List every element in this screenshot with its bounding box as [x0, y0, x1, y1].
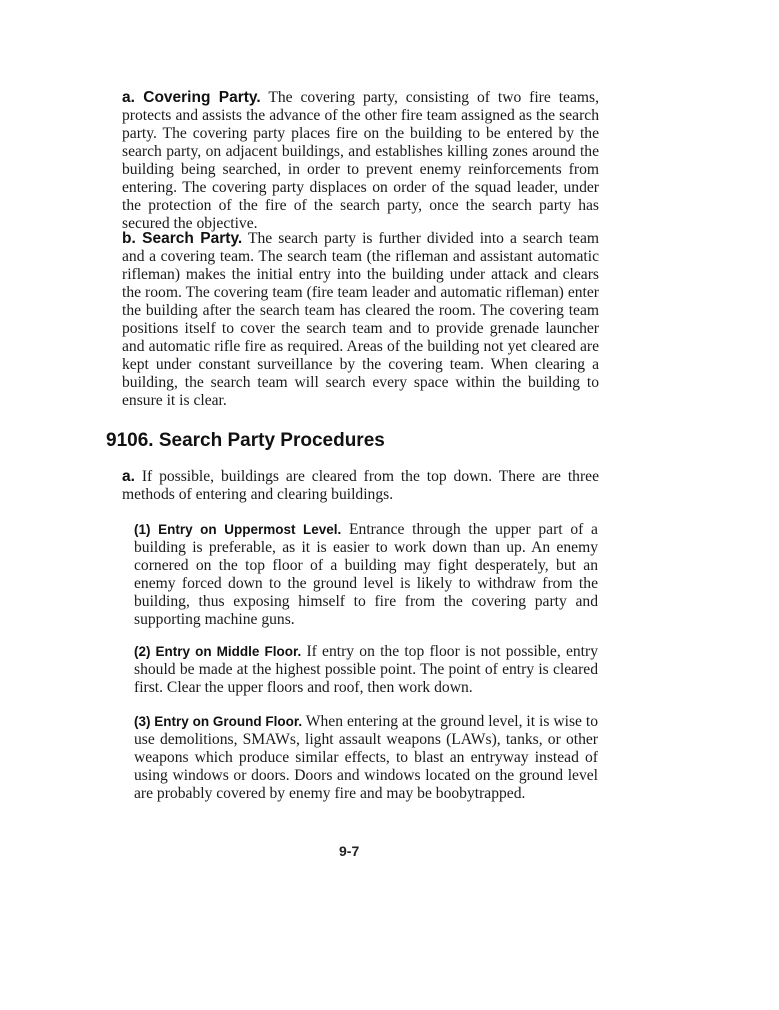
entry-ground-label: (3) Entry on Ground Floor.: [134, 714, 303, 729]
procedures-intro-label: a.: [122, 468, 135, 485]
entry-ground-text: When entering at the ground level, it is wise to use demolitions, SMAWs, light assault weapons (LAWs), tanks, or other weapons which produce similar effects, to blast an entryway instead of using windows or doors. Doors and windows located on the ground level are probably covered by enemy fire and may be boobytrapped.: [134, 713, 598, 802]
section-heading: 9106. Search Party Procedures: [106, 430, 385, 451]
search-party-text: The search party is further divided into a search team and a covering team. The search team (the rifleman and assistant automatic rifleman) makes the initial entry into the building under attack and clears the room. The covering team (fire team leader and automatic rifleman) enter the building after the search team has cleared the room. The covering team positions itself to cover the search team and to provide grenade launcher and automatic rifle fire as required. Areas of the building not yet cleared are kept under constant surveillance by the covering team. When clearing a building, the search team will search every space within the building to ensure it is clear.: [122, 230, 600, 409]
covering-party-text: The covering party, consisting of two fire teams, protects and assists the advance of the other fire team assigned as the search party. The covering party places fire on the building to be entered by the search party, on adjacent buildings, and establishes killing zones around the building being searched, in order to prevent enemy reinforcements from entering. The covering party displaces on order of the squad leader, under the protection of the fire of the search party, once the search party has secured the objective.: [122, 89, 599, 232]
entry-middle-paragraph: [134, 643, 598, 697]
entry-uppermost-paragraph: [134, 521, 598, 629]
entry-uppermost-text: Entrance through the upper part of a building is preferable, as it is easier to work down than up. An enemy cornered on the top floor of a building may fight desperately, but an enemy forced down to the ground level is likely to withdraw from the building, thus exposing himself to fire from the covering party and supporting machine guns.: [134, 521, 598, 628]
page-number: 9-7: [339, 843, 360, 859]
covering-party-label: a. Covering Party.: [122, 89, 261, 106]
search-party-label: b. Search Party.: [122, 230, 243, 247]
entry-middle-label: (2) Entry on Middle Floor.: [134, 644, 302, 659]
procedures-intro-text: If possible, buildings are cleared from the top down. There are three methods of entering and clearing buildings.: [122, 468, 599, 503]
procedures-intro-paragraph: [122, 468, 599, 504]
entry-middle-text: If entry on the top floor is not possible, entry should be made at the highest possible point. The point of entry is cleared first. Clear the upper floors and roof, then work down.: [134, 643, 598, 696]
covering-party-paragraph: [122, 89, 599, 233]
search-party-paragraph: [122, 230, 599, 410]
entry-uppermost-label: (1) Entry on Uppermost Level.: [134, 522, 342, 537]
entry-ground-paragraph: [134, 713, 598, 803]
